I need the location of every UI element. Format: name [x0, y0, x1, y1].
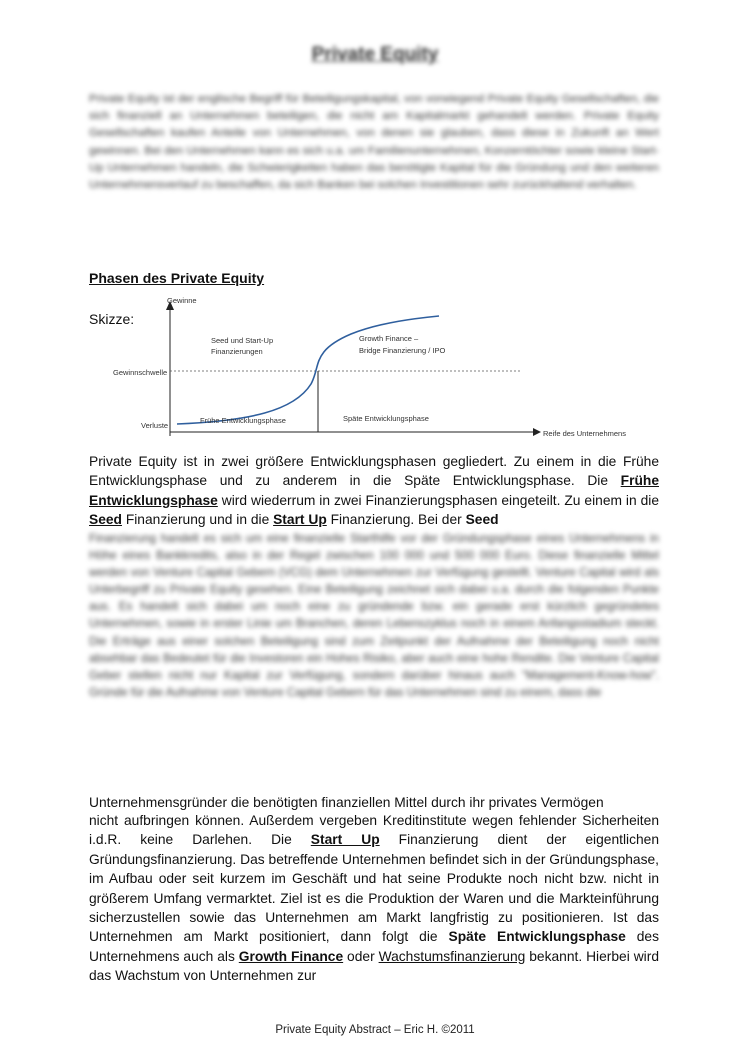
x-axis-label: Reife des Unternehmens	[543, 429, 626, 438]
y-axis-label: Gewinne	[167, 296, 197, 305]
section-heading: Phasen des Private Equity	[89, 270, 265, 286]
late-box-line2: Bridge Finanzierung / IPO	[359, 346, 446, 355]
growth-finance-term: Growth Finance	[238, 948, 344, 964]
early-box-line2: Finanzierungen	[211, 347, 263, 356]
start-up-term: Start Up	[273, 512, 327, 528]
seed-term-2: Seed	[465, 512, 499, 528]
intro-paragraph: Private Equity ist der englische Begriff für Beteiligungskapital, von vorwiegend Private Equity Gesellschaften, die sich finanziell an Unternehmen beteiligen, die nicht am Kapitalmarkt gehandelt werden. Private Equity Gesellschaften kaufen Anteile von Unternehmen, von denen sie glauben, dass diese in Zukunft an Wert gewinnen. Bei den Unternehmen kann es sich u.a. um Familienunternehmen, Konzerntöchter sowie kleine Start-Up Unternehmen handeln, die Schwierigkeiten haben das benötigte Kapital für die Gründung und den weiteren Unternehmensverlauf zu beschaffen, da sich Banken bei solchen Investitionen sehr zurückhaltend verhalten.	[89, 93, 659, 192]
document-title: Private Equity	[311, 44, 439, 65]
partial-line: Unternehmensgründer die benötigten finanziellen Mittel durch ihr privates Vermögen	[89, 795, 604, 810]
late-box-line1: Growth Finance –	[359, 334, 419, 343]
early-phase-term: Frühe Entwicklungsphase	[89, 473, 659, 508]
wachstum-term: Wachstumsfinanzierung	[378, 948, 526, 964]
start-up-paragraph: Unternehmensgründer die benötigten finanziellen Mittel durch ihr privates Vermögen nicht aufbringen können. Außerdem vergeben Kreditinstitute wegen fehlender Sicherheiten i.d.R. keine Darlehen. Die Start Up Finanzierung dient der eigentlichen Gründungsfinanzierung. Das betreffende Unternehmen befindet sich in der Gründungsphase, im Aufbau oder seit kurzem im Geschäft und hat seine Produkte noch nicht bzw. nicht in größerem Umfang vermarktet. Ziel ist es die Produktion der Waren und die Markteinführung sicherzustellen sowie das Unternehmen am Markt langfristig zu positionieren. Ist das Unternehmen am Markt positioniert, dann folgt die Späte Entwicklungsphase des Unternehmens auch als Growth Finance oder Wachstumsfinanzierung bekannt. Hierbei wird das Wachstum von Unternehmen zur	[89, 795, 660, 984]
seed-term: Seed	[89, 512, 122, 528]
loss-label: Verluste	[141, 421, 169, 430]
threshold-label: Gewinnschwelle	[113, 368, 168, 377]
start-up-term-2: Start Up	[310, 832, 380, 848]
early-phase-label: Frühe Entwicklungsphase	[200, 416, 286, 425]
early-box-line1: Seed und Start-Up	[211, 336, 274, 345]
x-axis-arrow	[533, 428, 541, 436]
late-phase-label: Späte Entwicklungsphase	[343, 414, 429, 423]
sketch-label: Skizze:	[89, 311, 135, 327]
phase-sketch	[89, 296, 649, 446]
page-footer: Private Equity Abstract – Eric H. ©2011	[275, 1024, 475, 1036]
growth-curve	[177, 316, 439, 424]
blurred-seed-paragraph: Finanzierung handelt es sich um eine finanzielle Starthilfe vor der Gründungsphase eines Unternehmens in Höhe eines Bankkredits, also in der Regel zwischen 100 000 und 500 000 Euro. Diese finanzielle Mittel werden von Venture Capital Gebern (VCG) dem Unternehmen zur Verfügung gestellt. Venture Capital wird als Unterbegriff zu Private Equity gesehen. Eine Beteiligung zeichnet sich dabei u.a. durch die folgenden Punkte aus. Es handelt sich dabei um noch eine zu gründende bzw. ein gerade erst kürzlich gegründetes Unternehmen, sowie in erster Linie um Branchen, deren Lebenszyklus noch in einem Anfangsstadium steckt. Die Erträge aus einer solchen Beteiligung sind zum Zeitpunkt der Aufnahme der Beteiligung noch nicht absehbar das Bedeutet für die Investoren ein Hohes Risiko, aber auch eine hohe Rendite. Die Venture Capital Geber stellen nicht nur Kapital zur Verfügung, sondern darüber hinaus auch "Management-Know-how". Gründe für die Aufnahme von Venture Capital Gebern für das Unternehmen sind zu einem, dass die	[89, 532, 659, 699]
phases-paragraph: Private Equity ist in zwei größere Entwicklungsphasen gegliedert. Zu einem in die Frühe Entwicklungsphase und zu anderem in die Späte Entwicklungsphase. Die Frühe Entwicklungsphase wird wiederrum in zwei Finanzierungsphasen eingeteilt. Zu einem in die Seed Finanzierung und in die Start Up Finanzierung. Bei der Seed	[89, 454, 659, 528]
late-phase-term: Späte Entwicklungsphase	[448, 929, 626, 945]
